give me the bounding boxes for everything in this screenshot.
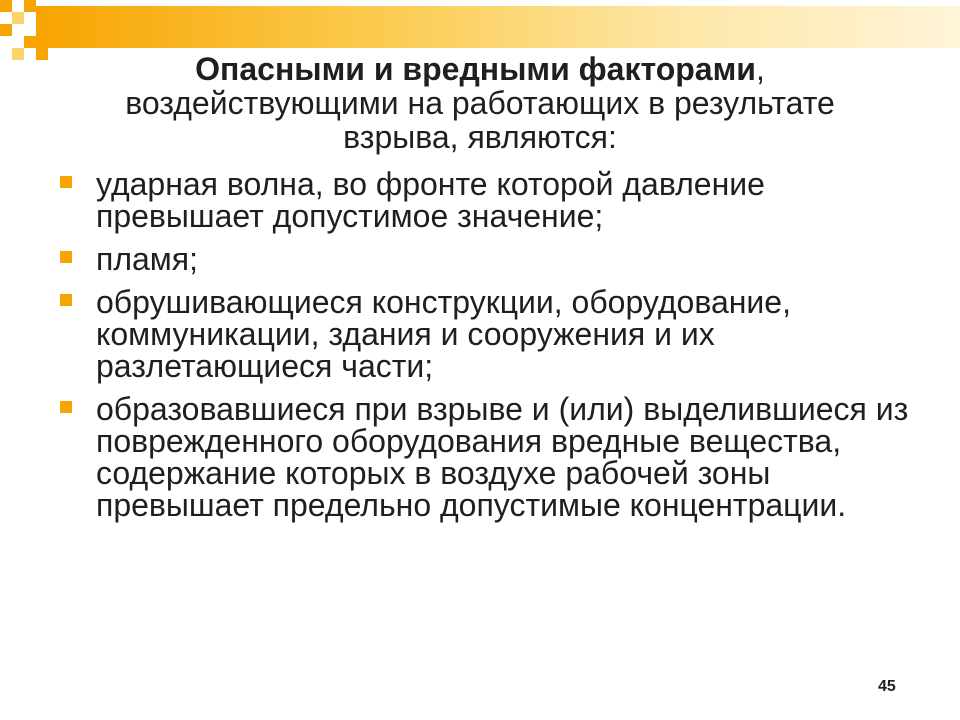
list-item [60,243,920,275]
square-bullet-icon [60,251,72,263]
decor-square [36,48,48,60]
square-bullet-icon [60,294,72,306]
slide-title-bold: Опасными и вредными факторами [195,51,756,87]
page-number: 45 [878,678,896,695]
header-gradient-band [36,6,960,48]
list-item-text: образовавшиеся при взрыве и (или) выделившиеся из поврежденного оборудования вредные вещества, содержание которых в воздухе рабочей зоны превышает предельно допустимые концентрации. [96,391,909,523]
list-item-text: обрушивающиеся конструкции, оборудование, коммуникации, здания и сооружения и их разлетающиеся части; [96,284,791,384]
decor-square [12,48,24,60]
list-item [60,393,920,521]
list-item-text: ударная волна, во фронте которой давление превышает допустимое значение; [96,166,765,234]
decor-square [24,0,36,12]
list-item [60,286,920,382]
slide-title [120,52,840,154]
decor-square [0,24,12,36]
decor-square [0,0,12,12]
list-item [60,168,920,232]
list-item-text: пламя; [96,241,199,277]
square-bullet-icon [60,176,72,188]
decor-square [24,36,36,48]
square-bullet-icon [60,401,72,413]
decor-square [12,12,24,24]
factors-list [60,168,920,532]
slide-title-rest: , воздействующими на работающих в результате взрыва, являются: [125,51,835,155]
